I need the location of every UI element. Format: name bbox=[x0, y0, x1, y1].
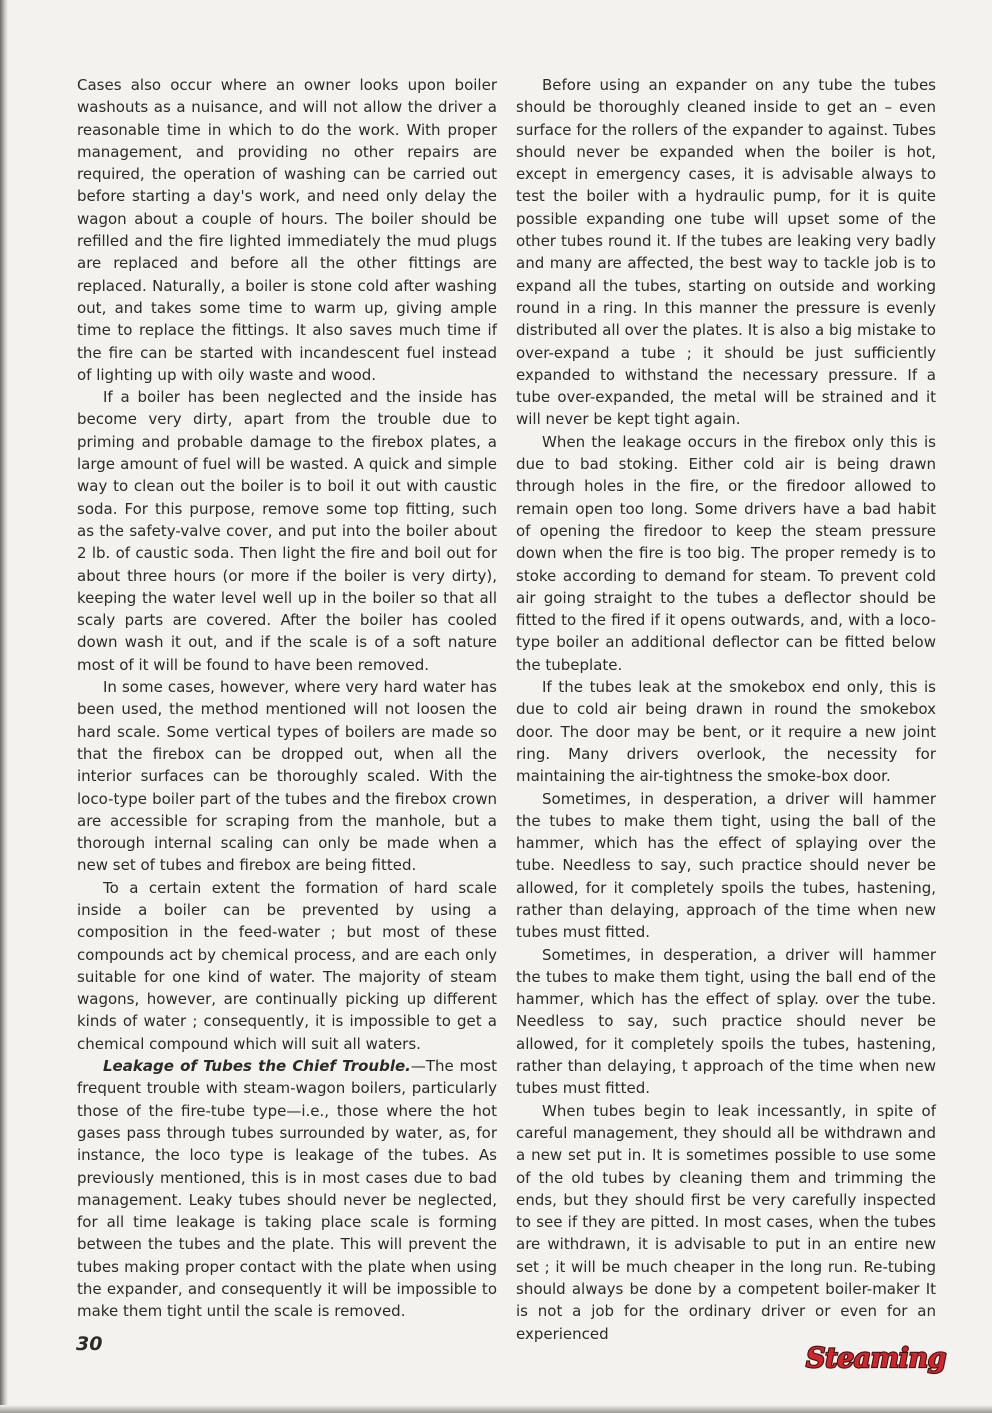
paragraph: Before using an expander on any tube the tubes should be thoroughly cleaned inside to get an – even surface for the rollers of the expander to against. Tubes should never be expanded when the boiler is hot, except in emergency cases, it is advisable always to test the boiler with a hydraulic pump, for it is quite possible expanding one tube will upset some of the other tubes round it. If the tubes are leaking very badly and many are affected, the best way to tackle job is to expand all the tubes, starting on outside and working round in a ring. In this manner the pressure is evenly distributed all over the plates. It is also a big mistake to over-expand a tube ; it should be just sufficiently expanded to withstand the necessary pressure. If a tube over-expanded, the metal will be strained and it will never be kept tight again. bbox=[516, 76, 936, 429]
paragraph: In some cases, however, where very hard water has been used, the method mentioned will not loosen the hard scale. Some vertical types of boilers are made so that the firebox can be dropped out, when all the interior surfaces can be thoroughly scaled. With the loco-type boiler part of the tubes and the firebox crown are accessible for scraping from the manhole, but a thorough internal scaling can only be made when a new set of tubes and firebox are being fitted. bbox=[77, 678, 497, 875]
paragraph: When the leakage occurs in the firebox only this is due to bad stoking. Either cold air is being drawn through holes in the fire, or the firedoor allowed to remain open too long. Some drivers have a bad habit of opening the firedoor to keep the steam pressure down when the fire is too big. The proper remedy is to stoke according to demand for steam. To prevent cold air going straight to the tubes a deflector should be fitted to the fired if it opens outwards, and, with a loco-type boiler an additional deflector can be fitted below the tubeplate. bbox=[516, 432, 936, 674]
left-column bbox=[77, 74, 497, 1323]
logo-text: Steaming bbox=[806, 1343, 946, 1374]
paragraph: When tubes begin to leak incessantly, in spite of careful management, they should all be withdrawn and a new set put in. It is sometimes possible to use some of the old tubes by cleaning them and trimming the ends, but they should first be very carefully inspected to see if they are pitted. In most cases, when the tubes are withdrawn, it is advisable to put in an entire new set ; it will be much cheaper in the long run. Re-tubing should always be done by a competent boiler-maker It is not a job for the ordinary driver or even for an experienced bbox=[516, 1101, 936, 1343]
paragraph: Cases also occur where an owner looks upon boiler washouts as a nuisance, and will not allow the driver a reasonable time in which to do the work. With proper management, and providing no other repairs are required, the operation of washing can be carried out before starting a day's work, and need only delay the wagon about a couple of hours. The boiler should be refilled and the fire lighted immediately the mud plugs are replaced and before all the other fittings are replaced. Naturally, a boiler is stone cold after washing out, and takes some time to warm up, giving ample time to replace the fittings. It also saves much time if the fire can be started with incandescent fuel instead of lighting up with oily waste and wood. bbox=[77, 76, 497, 384]
right-column bbox=[516, 74, 936, 1345]
page-number: 30 bbox=[76, 1333, 103, 1355]
page-bottom-edge bbox=[0, 1405, 992, 1413]
section-heading: Leakage of Tubes the Chief Trouble. bbox=[103, 1057, 411, 1076]
steaming-logo bbox=[806, 1338, 946, 1376]
paragraph: Sometimes, in desperation, a driver will hammer the tubes to make them tight, using the ball of the hammer, which has the effect of splaying over the tube. Needless to say, such practice should never be allowed, for it completely spoils the tubes, hastening, rather than delaying, approach of the time when new tubes must fitted. bbox=[516, 789, 936, 942]
page-binding-shadow bbox=[0, 0, 8, 1413]
paragraph: To a certain extent the formation of hard scale inside a boiler can be prevented by using a composition in the feed-water ; but most of these compounds act by chemical process, and are each only suitable for one kind of water. The majority of steam wagons, however, are continually picking up different kinds of water ; consequently, it is impossible to get a chemical compound which will suit all waters. bbox=[77, 878, 497, 1053]
paragraph: If a boiler has been neglected and the inside has become very dirty, apart from the trouble due to priming and probable damage to the firebox plates, a large amount of fuel will be wasted. A quick and simple way to clean out the boiler is to boil it out with caustic soda. For this purpose, remove some top fitting, such as the safety-valve cover, and put into the boiler about 2 lb. of caustic soda. Then light the fire and boil out for about three hours (or more if the boiler is very dirty), keeping the water level well up in the boiler so that all scaly parts are covered. After the boiler has cooled down wash it out, and if the scale is of a soft nature most of it will be found to have been removed. bbox=[77, 388, 497, 674]
paragraph-body: —The most frequent trouble with steam-wagon boilers, particularly those of the fire-tube type—i.e., those where the hot gases pass through tubes surrounded by water, as, for instance, the loco type is leakage of the tubes. As previously mentioned, this is in most cases due to bad management. Leaky tubes should never be neglected, for all time leakage is taking place scale is forming between the tubes and the plate. This will prevent the tubes making proper contact with the plate when using the expander, and consequently it will be impossible to make them tight until the scale is removed. bbox=[77, 1057, 498, 1321]
paragraph: Sometimes, in desperation, a driver will hammer the tubes to make them tight, using the ball end of the hammer, which has the effect of splay. over the tube. Needless to say, such practice should never be allowed, for it completely spoils the tubes, hastening, rather than delaying, t approach of the time when new tubes must fitted. bbox=[516, 945, 936, 1098]
paragraph bbox=[77, 1055, 497, 1323]
paragraph: If the tubes leak at the smokebox end only, this is due to cold air being drawn in round the smokebox door. The door may be bent, or it require a new joint ring. Many drivers overlook, the necessity for maintaining the air-tightness the smoke-box door. bbox=[516, 678, 936, 786]
